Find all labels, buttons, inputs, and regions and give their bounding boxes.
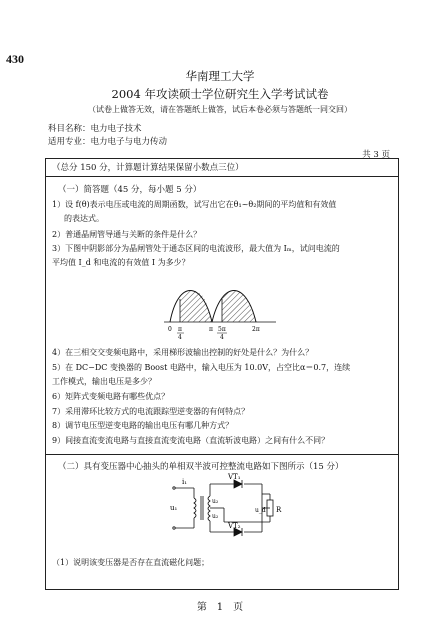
divider-1: [45, 176, 399, 177]
exam-code: 430: [6, 52, 24, 66]
major-name: 适用专业：电力电子与电力传动: [48, 137, 168, 147]
rectifier-circuit-diagram: [160, 472, 290, 544]
score-note: （总分 150 分，计算题计算结果保留小数点三位）: [52, 163, 244, 173]
question-4: 4）在三相交交变频电路中，采用梯形波输出控制的好处是什么？为什么？: [52, 348, 314, 357]
current-waveform-figure: [160, 270, 280, 342]
label-2pi: 2π: [252, 326, 260, 333]
divider-2: [45, 454, 399, 455]
label-0: 0: [168, 326, 172, 333]
secondary-winding: [208, 496, 210, 521]
question-1b: 的表达式。: [64, 214, 104, 223]
instruction-note: （试卷上做答无效，请在答题纸上做答，试后本卷必须与答题纸一同交回）: [88, 105, 352, 114]
label-pi-2: π: [209, 326, 213, 333]
subject-name: 科目名称：电力电子技术: [48, 124, 142, 134]
total-pages: 共 3 页: [362, 150, 390, 160]
label-5pi: 5π: [218, 326, 226, 333]
question-5a: 5）在 DC−DC 变换器的 Boost 电路中，输入电压为 10.0V，占空比α＝0.7，连续: [52, 363, 351, 372]
label-4b: 4: [220, 334, 224, 341]
section2-title: （二）具有变压器中心抽头的单相双半波可控整流电路如下图所示（15 分）: [58, 462, 344, 472]
label-u2a: u₂: [212, 498, 219, 505]
question-6: 6）矩阵式变频电路有哪些优点？: [52, 392, 170, 401]
question-3b: 平均值 I_d 和电流的有效值 I 为多少？: [52, 258, 190, 267]
thyristor-vt1: [234, 480, 242, 488]
exam-title: 2004 年攻读硕士学位研究生入学考试试卷: [111, 87, 329, 101]
shaded-region-1: [180, 290, 212, 322]
question-7: 7）采用滞环比较方式的电流跟踪型逆变器的有何特点？: [52, 407, 250, 416]
question-9: 9）间接直流变流电路与直接直流变流电路（直流斩波电路）之间有什么不同？: [52, 436, 330, 445]
question-5b: 工作模式，输出电压是多少？: [52, 377, 156, 386]
section1-title: （一）简答题（45 分，每小题 5 分）: [58, 185, 202, 195]
university-name: 华南理工大学: [185, 69, 255, 83]
question-2: 2）普通晶闸管导通与关断的条件是什么？: [52, 230, 202, 239]
label-vt1: VT₁: [228, 473, 241, 481]
label-i1: i₁: [182, 478, 188, 486]
label-ud: u_d: [255, 507, 266, 514]
label-u1: u₁: [170, 504, 178, 512]
label-pi: π: [178, 326, 182, 333]
label-4: 4: [178, 334, 182, 341]
label-vt2: VT₂: [228, 522, 241, 530]
subquestion-1: （1）说明该变压器是否存在直流磁化问题；: [52, 558, 210, 567]
question-1a: 1）设 f(θ)表示电压或电流的周期函数，试写出它在θ₁~θ₂期间的平均值和有效值: [52, 200, 337, 209]
question-8: 8）调节电压型逆变电路的输出电压有哪几种方式？: [52, 421, 234, 430]
page-footer: 第 1 页: [196, 602, 244, 613]
primary-winding: [194, 498, 196, 518]
label-u2b: u₂: [212, 513, 219, 520]
question-3a: 3）下图中阴影部分为晶闸管处于通态区间的电流波形，最大值为 Iₘ，试问电流的: [52, 244, 340, 253]
label-r: R: [276, 506, 282, 514]
